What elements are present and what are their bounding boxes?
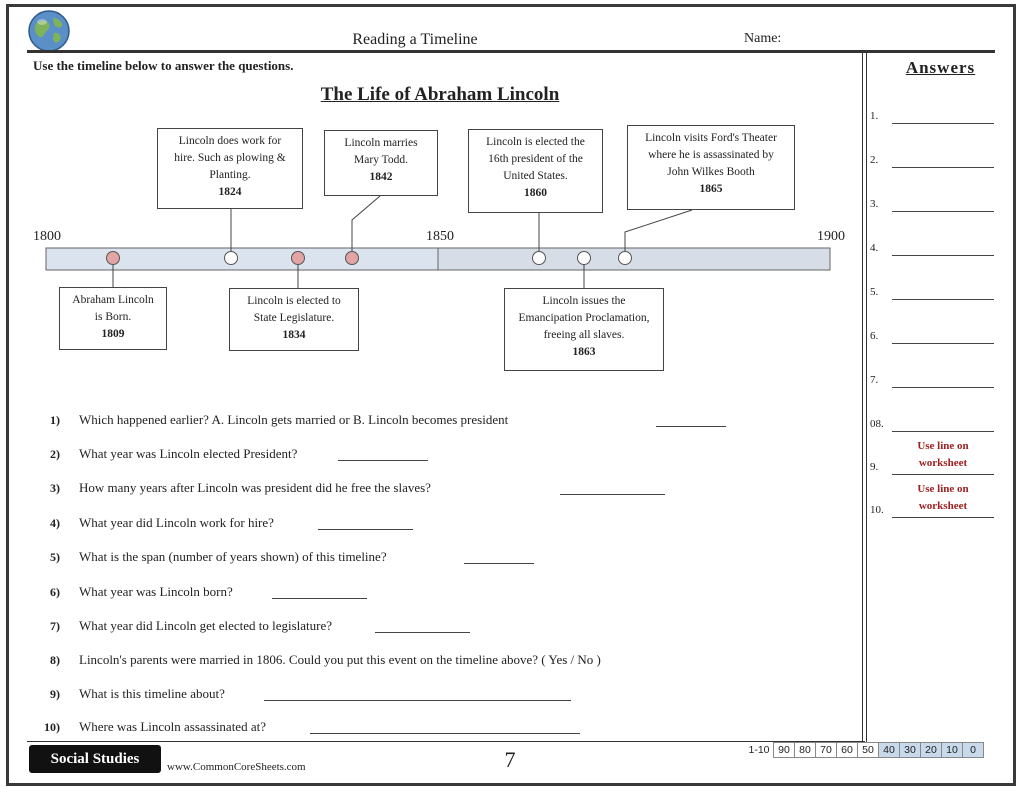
column-divider xyxy=(862,52,863,742)
event-text: freeing all slaves. xyxy=(543,329,625,341)
question-text: Which happened earlier? A. Lincoln gets married or B. Lincoln becomes president xyxy=(79,412,509,427)
score-cell: 10 xyxy=(941,742,963,758)
event-year: 1809 xyxy=(101,328,125,340)
timeline-title: The Life of Abraham Lincoln xyxy=(320,84,560,105)
question-row xyxy=(30,547,730,567)
question-number: 3) xyxy=(50,481,60,495)
answer-line[interactable] xyxy=(464,563,534,564)
event-year: 1865 xyxy=(699,183,723,195)
answer-line[interactable] xyxy=(892,387,994,388)
marker-1865 xyxy=(619,252,632,265)
question-number: 5) xyxy=(50,550,60,564)
event-text: Abraham Lincoln xyxy=(72,294,154,306)
score-cell: 40 xyxy=(878,742,900,758)
answer-row[interactable] xyxy=(870,368,998,388)
marker-1809 xyxy=(107,252,120,265)
answer-number: 08. xyxy=(870,418,884,430)
event-box-married xyxy=(324,130,438,196)
question-number: 6) xyxy=(50,585,60,599)
score-cell: 80 xyxy=(794,742,816,758)
score-table xyxy=(744,742,984,758)
question-number: 7) xyxy=(50,619,60,633)
answer-row[interactable] xyxy=(870,236,998,256)
answer-line[interactable] xyxy=(375,632,470,633)
answer-number: 1. xyxy=(870,110,879,122)
question-text: Lincoln's parents were married in 1806. Could you put this event on the timeline above? ( Yes / No ) xyxy=(79,652,601,667)
question-number: 8) xyxy=(50,653,60,667)
answer-row[interactable] xyxy=(870,324,998,344)
answer-note: Use line on worksheet xyxy=(917,440,969,469)
event-text: Lincoln issues the xyxy=(542,295,626,307)
marker-1860 xyxy=(533,252,546,265)
answer-line[interactable] xyxy=(892,255,994,256)
score-cell: 0 xyxy=(962,742,984,758)
question-number: 9) xyxy=(50,687,60,701)
question-number: 10) xyxy=(44,720,60,734)
axis-label-start: 1800 xyxy=(33,229,61,244)
answer-number: 2. xyxy=(870,154,879,166)
answer-line[interactable] xyxy=(338,460,428,461)
event-text: Lincoln is elected the xyxy=(486,136,585,148)
timeline-bar-second-half xyxy=(438,248,830,270)
question-text: What is this timeline about? xyxy=(79,686,225,701)
answer-line[interactable] xyxy=(892,431,994,432)
score-cell: 70 xyxy=(815,742,837,758)
event-text: Planting. xyxy=(209,169,251,181)
event-year: 1842 xyxy=(369,171,393,183)
name-label: Name: xyxy=(744,31,782,46)
answer-row xyxy=(870,480,998,518)
answer-row xyxy=(870,437,998,475)
answer-number: 6. xyxy=(870,330,879,342)
score-cell: 20 xyxy=(920,742,942,758)
axis-label-middle: 1850 xyxy=(426,229,454,244)
question-row xyxy=(30,513,730,533)
answer-line[interactable] xyxy=(892,299,994,300)
event-text: is Born. xyxy=(94,311,132,323)
question-row xyxy=(30,616,730,636)
event-text: State Legislature. xyxy=(253,312,335,324)
answer-line xyxy=(892,517,994,518)
event-text: Lincoln is elected to xyxy=(247,295,341,307)
answer-row[interactable] xyxy=(870,412,998,432)
score-cell: 30 xyxy=(899,742,921,758)
axis-label-end: 1900 xyxy=(817,229,845,244)
question-text: What is the span (number of years shown) of this timeline? xyxy=(79,549,387,564)
event-text: John Wilkes Booth xyxy=(667,166,755,178)
event-text: Emancipation Proclamation, xyxy=(518,312,650,324)
answer-line[interactable] xyxy=(272,598,367,599)
question-text: What year was Lincoln elected President? xyxy=(79,446,298,461)
answer-number: 5. xyxy=(870,286,879,298)
worksheet-title: Reading a Timeline xyxy=(352,31,478,48)
score-cell: 60 xyxy=(836,742,858,758)
answer-number: 3. xyxy=(870,198,879,210)
question-text: What year was Lincoln born? xyxy=(79,584,233,599)
question-row xyxy=(30,444,730,464)
event-year: 1824 xyxy=(218,186,242,198)
question-row xyxy=(30,684,730,704)
timeline-bar-first-half xyxy=(46,248,438,270)
answer-line[interactable] xyxy=(892,123,994,124)
event-text: Lincoln does work for xyxy=(178,135,282,147)
brand-badge xyxy=(29,745,161,773)
answer-line[interactable] xyxy=(560,494,665,495)
question-row xyxy=(30,478,730,498)
question-row xyxy=(30,717,730,737)
answer-line[interactable] xyxy=(892,167,994,168)
answer-line[interactable] xyxy=(318,529,413,530)
event-box-theater xyxy=(627,125,795,210)
score-label: 1-10 xyxy=(748,744,770,756)
answer-row[interactable] xyxy=(870,104,998,124)
answer-line[interactable] xyxy=(264,700,571,701)
answer-row[interactable] xyxy=(870,192,998,212)
event-text: where he is assassinated by xyxy=(648,149,774,161)
question-row xyxy=(30,410,730,430)
answer-number: 10. xyxy=(870,504,884,516)
marker-1863 xyxy=(578,252,591,265)
answer-number: 9. xyxy=(870,461,879,473)
answer-note: Use line on worksheet xyxy=(917,483,969,512)
event-box-legislature xyxy=(229,288,359,351)
website-url: www.CommonCoreSheets.com xyxy=(167,761,306,773)
marker-1834 xyxy=(292,252,305,265)
event-text: 16th president of the xyxy=(488,153,583,165)
event-box-president xyxy=(468,129,603,213)
page-number: 7 xyxy=(504,747,516,772)
event-box-emancipation xyxy=(504,288,664,371)
answer-number: 7. xyxy=(870,374,879,386)
answer-row[interactable] xyxy=(870,280,998,300)
question-number: 4) xyxy=(50,516,60,530)
question-text: What year did Lincoln get elected to legislature? xyxy=(79,618,333,633)
footer-rule xyxy=(27,741,865,742)
question-text: How many years after Lincoln was president did he free the slaves? xyxy=(79,480,431,495)
answer-line xyxy=(892,474,994,475)
event-box-born xyxy=(59,287,167,350)
question-row xyxy=(30,582,730,602)
event-year: 1834 xyxy=(282,329,306,341)
event-text: Lincoln marries xyxy=(344,137,418,149)
score-cell: 50 xyxy=(857,742,879,758)
answer-number: 4. xyxy=(870,242,879,254)
marker-1842 xyxy=(346,252,359,265)
score-cell: 90 xyxy=(773,742,795,758)
answer-line[interactable] xyxy=(892,211,994,212)
question-text: Where was Lincoln assassinated at? xyxy=(79,719,266,734)
event-text: Lincoln visits Ford's Theater xyxy=(645,132,777,144)
event-text: United States. xyxy=(503,170,568,182)
event-box-work xyxy=(157,128,303,209)
event-year: 1863 xyxy=(572,346,596,358)
event-text: Mary Todd. xyxy=(354,154,408,166)
answer-line[interactable] xyxy=(656,426,726,427)
instructions: Use the timeline below to answer the questions. xyxy=(33,58,294,73)
answer-row[interactable] xyxy=(870,148,998,168)
marker-1824 xyxy=(225,252,238,265)
brand-label: Social Studies xyxy=(50,751,140,767)
column-divider-inner xyxy=(866,52,867,742)
event-year: 1860 xyxy=(524,187,547,199)
question-row xyxy=(30,650,730,670)
answer-line[interactable] xyxy=(310,733,580,734)
question-text: What year did Lincoln work for hire? xyxy=(79,515,274,530)
question-number: 1) xyxy=(50,413,60,427)
event-text: hire. Such as plowing & xyxy=(174,152,286,164)
question-number: 2) xyxy=(50,447,60,461)
answer-line[interactable] xyxy=(892,343,994,344)
answers-heading: Answers xyxy=(905,58,976,77)
